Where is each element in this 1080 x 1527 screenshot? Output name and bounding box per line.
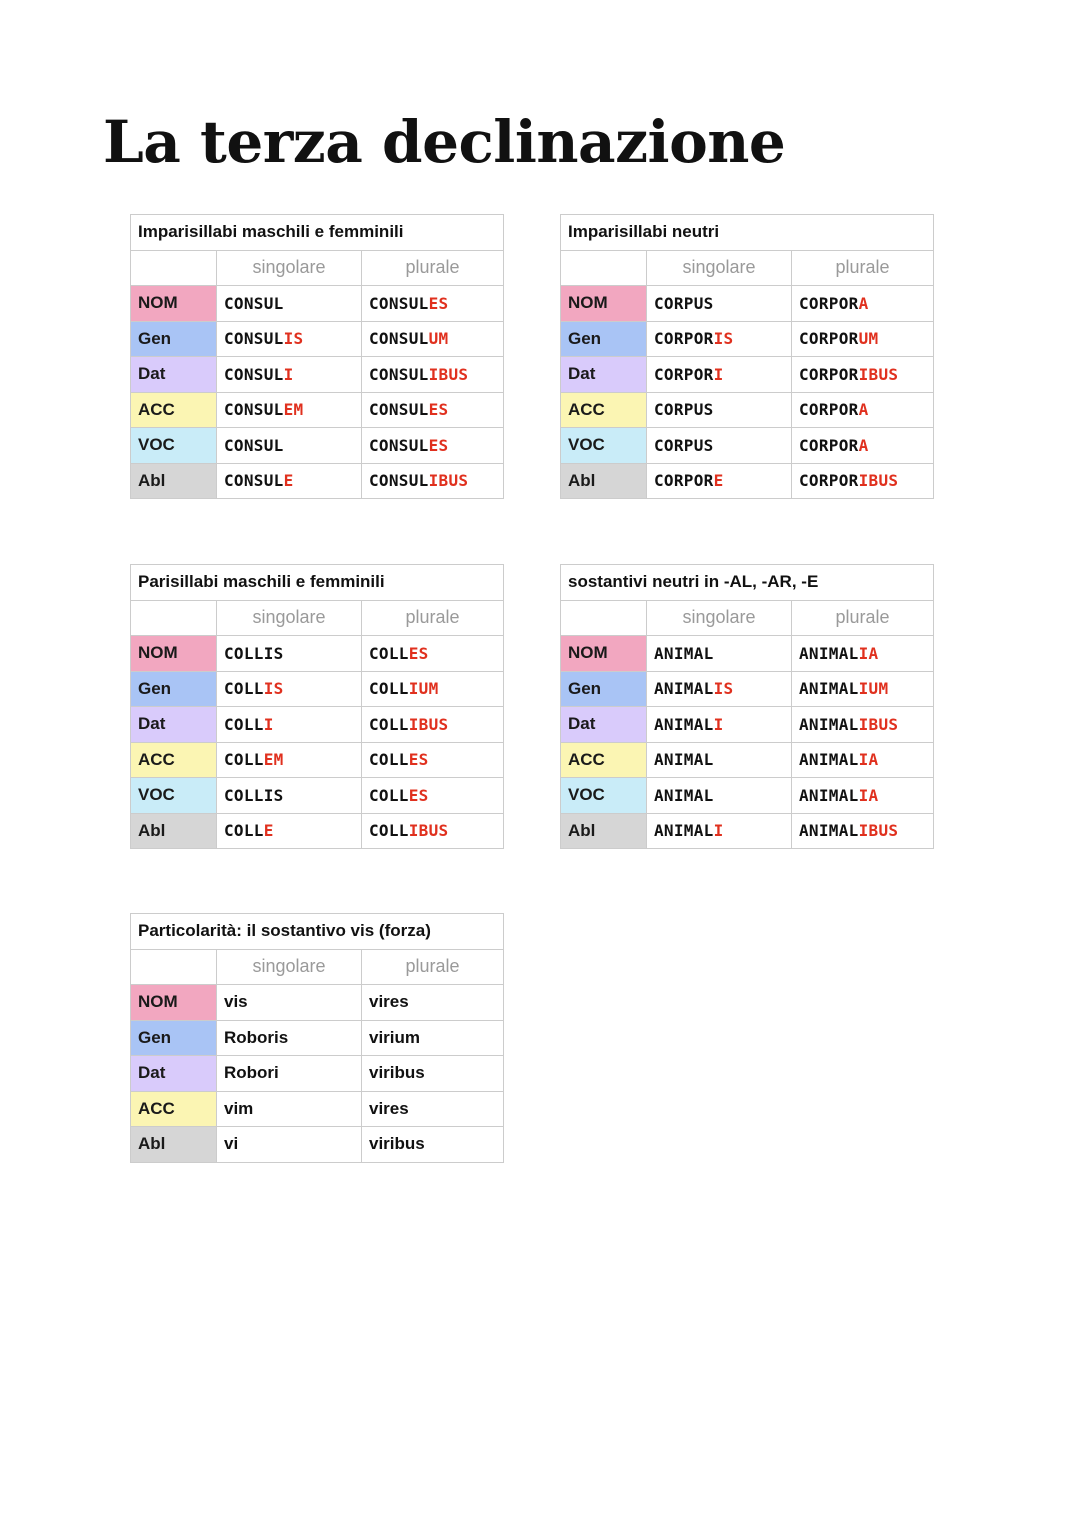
table-row bbox=[561, 463, 934, 499]
table-row bbox=[131, 428, 504, 464]
stem: CONSUL bbox=[369, 293, 429, 313]
table-row bbox=[561, 742, 934, 778]
plural-form bbox=[792, 321, 934, 357]
plural-form bbox=[792, 428, 934, 464]
table-row bbox=[561, 636, 934, 672]
case-label: Gen bbox=[131, 321, 217, 357]
stem: ANIMAL bbox=[799, 821, 859, 841]
singular-form bbox=[647, 778, 792, 814]
table-row bbox=[131, 1127, 504, 1163]
table-row bbox=[561, 428, 934, 464]
plural-form: virium bbox=[362, 1020, 504, 1056]
case-label: Abl bbox=[131, 813, 217, 849]
singular-form bbox=[647, 671, 792, 707]
table-row bbox=[131, 1091, 504, 1127]
table-title: Imparisillabi neutri bbox=[561, 215, 934, 251]
stem: CONSUL bbox=[369, 329, 429, 349]
stem: ANIMAL bbox=[799, 714, 859, 734]
column-header-singolare: singolare bbox=[217, 600, 362, 636]
case-label: Dat bbox=[131, 707, 217, 743]
table-row bbox=[561, 707, 934, 743]
ending: A bbox=[858, 400, 869, 420]
stem: COLL bbox=[224, 750, 264, 770]
stem: CORPOR bbox=[654, 364, 714, 384]
case-label: VOC bbox=[131, 428, 217, 464]
table-title: Particolarità: il sostantivo vis (forza) bbox=[131, 914, 504, 950]
stem: CORPOR bbox=[799, 364, 859, 384]
stem: COLL bbox=[224, 714, 264, 734]
singular-form bbox=[217, 463, 362, 499]
ending: ES bbox=[408, 750, 429, 770]
case-label: NOM bbox=[131, 636, 217, 672]
case-label: Gen bbox=[131, 671, 217, 707]
ending: IBUS bbox=[428, 471, 469, 491]
table-row bbox=[131, 671, 504, 707]
stem: CONSUL bbox=[224, 471, 284, 491]
stem: ANIMAL bbox=[654, 643, 714, 663]
plural-form bbox=[792, 671, 934, 707]
case-label: Abl bbox=[561, 813, 647, 849]
plural-form: viribus bbox=[362, 1127, 504, 1163]
singular-form bbox=[217, 813, 362, 849]
stem: COLL bbox=[369, 643, 409, 663]
stem: CORPOR bbox=[799, 329, 859, 349]
singular-form bbox=[647, 428, 792, 464]
stem: CONSUL bbox=[369, 400, 429, 420]
singular-form: vim bbox=[217, 1091, 362, 1127]
ending: ES bbox=[408, 643, 429, 663]
table-row bbox=[131, 985, 504, 1021]
ending: IA bbox=[858, 750, 879, 770]
singular-form: vis bbox=[217, 985, 362, 1021]
ending: IS bbox=[283, 329, 304, 349]
table-imparisillabi-maschili-femminili bbox=[130, 214, 504, 499]
ending: ES bbox=[428, 400, 449, 420]
singular-form bbox=[217, 286, 362, 322]
stem: CONSUL bbox=[224, 329, 284, 349]
singular-form: Robori bbox=[217, 1056, 362, 1092]
table-row bbox=[131, 1020, 504, 1056]
singular-form bbox=[217, 357, 362, 393]
stem: COLL bbox=[224, 821, 264, 841]
ending: IA bbox=[858, 643, 879, 663]
singular-form: Roboris bbox=[217, 1020, 362, 1056]
page-title: La terza declinazione bbox=[103, 108, 786, 176]
case-label: ACC bbox=[131, 742, 217, 778]
table-row bbox=[131, 321, 504, 357]
stem: ANIMAL bbox=[799, 679, 859, 699]
plural-form bbox=[792, 463, 934, 499]
plural-form: vires bbox=[362, 1091, 504, 1127]
header-empty-cell bbox=[561, 600, 647, 636]
plural-form bbox=[792, 778, 934, 814]
case-label: NOM bbox=[561, 286, 647, 322]
ending: I bbox=[263, 714, 274, 734]
stem: ANIMAL bbox=[654, 714, 714, 734]
plural-form bbox=[792, 636, 934, 672]
plural-form bbox=[362, 813, 504, 849]
stem: CONSUL bbox=[224, 293, 284, 313]
singular-form bbox=[217, 742, 362, 778]
plural-form bbox=[362, 671, 504, 707]
ending: IBUS bbox=[858, 821, 899, 841]
plural-form bbox=[362, 742, 504, 778]
plural-form bbox=[362, 636, 504, 672]
ending: IA bbox=[858, 785, 879, 805]
stem: CONSUL bbox=[369, 364, 429, 384]
table-title-row bbox=[131, 914, 504, 950]
ending: IBUS bbox=[858, 714, 899, 734]
stem: ANIMAL bbox=[654, 750, 714, 770]
stem: CONSUL bbox=[369, 471, 429, 491]
ending: A bbox=[858, 293, 869, 313]
table-parisillabi-maschili-femminili bbox=[130, 564, 504, 849]
ending: IS bbox=[713, 679, 734, 699]
table-title-row bbox=[561, 215, 934, 251]
table-imparisillabi-neutri bbox=[560, 214, 934, 499]
column-header-singolare: singolare bbox=[217, 949, 362, 985]
singular-form bbox=[217, 707, 362, 743]
case-label: Abl bbox=[131, 463, 217, 499]
ending: IBUS bbox=[858, 364, 899, 384]
stem: CORPUS bbox=[654, 293, 714, 313]
ending: IUM bbox=[858, 679, 889, 699]
plural-form bbox=[792, 286, 934, 322]
stem: ANIMAL bbox=[654, 679, 714, 699]
table-row bbox=[561, 813, 934, 849]
singular-form bbox=[647, 392, 792, 428]
table-row bbox=[561, 357, 934, 393]
stem: CORPUS bbox=[654, 400, 714, 420]
plural-form bbox=[362, 286, 504, 322]
column-header-plurale: plurale bbox=[792, 250, 934, 286]
stem: COLLIS bbox=[224, 785, 284, 805]
table-title-row bbox=[131, 215, 504, 251]
stem: CONSUL bbox=[224, 435, 284, 455]
ending: E bbox=[713, 471, 724, 491]
ending: E bbox=[283, 471, 294, 491]
plural-form bbox=[792, 357, 934, 393]
case-label: Abl bbox=[561, 463, 647, 499]
stem: CORPOR bbox=[799, 471, 859, 491]
column-header-plurale: plurale bbox=[792, 600, 934, 636]
plural-form bbox=[362, 392, 504, 428]
table-row bbox=[131, 707, 504, 743]
plural-form bbox=[792, 392, 934, 428]
singular-form bbox=[647, 463, 792, 499]
case-label: NOM bbox=[131, 985, 217, 1021]
header-empty-cell bbox=[131, 949, 217, 985]
stem: COLLIS bbox=[224, 643, 284, 663]
singular-form bbox=[647, 707, 792, 743]
case-label: Dat bbox=[131, 357, 217, 393]
ending: IUM bbox=[408, 679, 439, 699]
case-label: ACC bbox=[131, 392, 217, 428]
singular-form bbox=[647, 813, 792, 849]
plural-form bbox=[362, 357, 504, 393]
table-header-row bbox=[131, 600, 504, 636]
column-header-plurale: plurale bbox=[362, 250, 504, 286]
ending: IBUS bbox=[858, 471, 899, 491]
stem: CONSUL bbox=[224, 400, 284, 420]
case-label: Dat bbox=[561, 707, 647, 743]
ending: ES bbox=[408, 785, 429, 805]
stem: CORPOR bbox=[799, 293, 859, 313]
singular-form bbox=[217, 321, 362, 357]
stem: ANIMAL bbox=[654, 785, 714, 805]
column-header-singolare: singolare bbox=[647, 250, 792, 286]
singular-form bbox=[217, 392, 362, 428]
stem: CORPUS bbox=[654, 435, 714, 455]
table-row bbox=[561, 392, 934, 428]
ending: UM bbox=[858, 329, 879, 349]
case-label: ACC bbox=[561, 392, 647, 428]
plural-form bbox=[792, 742, 934, 778]
stem: ANIMAL bbox=[799, 750, 859, 770]
singular-form bbox=[647, 636, 792, 672]
plural-form bbox=[362, 707, 504, 743]
stem: COLL bbox=[369, 821, 409, 841]
ending: UM bbox=[428, 329, 449, 349]
case-label: Gen bbox=[561, 671, 647, 707]
stem: CORPOR bbox=[654, 471, 714, 491]
stem: CORPOR bbox=[799, 435, 859, 455]
table-row bbox=[131, 463, 504, 499]
table-header-row bbox=[131, 949, 504, 985]
case-label: Gen bbox=[131, 1020, 217, 1056]
case-label: VOC bbox=[561, 778, 647, 814]
stem: ANIMAL bbox=[799, 785, 859, 805]
stem: ANIMAL bbox=[799, 643, 859, 663]
stem: CORPOR bbox=[654, 329, 714, 349]
column-header-singolare: singolare bbox=[217, 250, 362, 286]
plural-form bbox=[792, 707, 934, 743]
table-row bbox=[561, 778, 934, 814]
plural-form: viribus bbox=[362, 1056, 504, 1092]
table-header-row bbox=[131, 250, 504, 286]
case-label: Abl bbox=[131, 1127, 217, 1163]
plural-form bbox=[362, 321, 504, 357]
table-vis-forza bbox=[130, 913, 504, 1163]
ending: IBUS bbox=[428, 364, 469, 384]
table-row bbox=[131, 742, 504, 778]
singular-form bbox=[647, 742, 792, 778]
stem: ANIMAL bbox=[654, 821, 714, 841]
case-label: ACC bbox=[131, 1091, 217, 1127]
ending: IBUS bbox=[408, 821, 449, 841]
header-empty-cell bbox=[561, 250, 647, 286]
table-row bbox=[131, 636, 504, 672]
table-row bbox=[131, 357, 504, 393]
stem: CONSUL bbox=[369, 435, 429, 455]
column-header-singolare: singolare bbox=[647, 600, 792, 636]
table-title: Parisillabi maschili e femminili bbox=[131, 565, 504, 601]
singular-form bbox=[217, 778, 362, 814]
table-title-row bbox=[561, 565, 934, 601]
ending: ES bbox=[428, 435, 449, 455]
plural-form bbox=[362, 778, 504, 814]
stem: COLL bbox=[369, 679, 409, 699]
table-title-row bbox=[131, 565, 504, 601]
case-label: Dat bbox=[131, 1056, 217, 1092]
plural-form bbox=[362, 463, 504, 499]
ending: I bbox=[713, 821, 724, 841]
table-row bbox=[131, 813, 504, 849]
singular-form bbox=[647, 357, 792, 393]
singular-form bbox=[647, 321, 792, 357]
ending: I bbox=[713, 714, 724, 734]
singular-form bbox=[647, 286, 792, 322]
table-row bbox=[561, 671, 934, 707]
table-title: sostantivi neutri in -AL, -AR, -E bbox=[561, 565, 934, 601]
case-label: Dat bbox=[561, 357, 647, 393]
table-sostantivi-neutri bbox=[560, 564, 934, 849]
ending: IS bbox=[713, 329, 734, 349]
ending: E bbox=[263, 821, 274, 841]
case-label: NOM bbox=[131, 286, 217, 322]
stem: COLL bbox=[369, 750, 409, 770]
case-label: ACC bbox=[561, 742, 647, 778]
singular-form bbox=[217, 428, 362, 464]
ending: I bbox=[283, 364, 294, 384]
table-row bbox=[131, 1056, 504, 1092]
case-label: VOC bbox=[131, 778, 217, 814]
ending: A bbox=[858, 435, 869, 455]
stem: COLL bbox=[224, 679, 264, 699]
singular-form bbox=[217, 636, 362, 672]
ending: EM bbox=[283, 400, 304, 420]
table-row bbox=[561, 321, 934, 357]
stem: CORPOR bbox=[799, 400, 859, 420]
table-header-row bbox=[561, 600, 934, 636]
table-row bbox=[561, 286, 934, 322]
ending: ES bbox=[428, 293, 449, 313]
table-header-row bbox=[561, 250, 934, 286]
column-header-plurale: plurale bbox=[362, 600, 504, 636]
header-empty-cell bbox=[131, 600, 217, 636]
ending: EM bbox=[263, 750, 284, 770]
plural-form bbox=[362, 428, 504, 464]
stem: COLL bbox=[369, 785, 409, 805]
table-row bbox=[131, 392, 504, 428]
case-label: VOC bbox=[561, 428, 647, 464]
plural-form bbox=[792, 813, 934, 849]
table-row bbox=[131, 286, 504, 322]
ending: I bbox=[713, 364, 724, 384]
case-label: NOM bbox=[561, 636, 647, 672]
case-label: Gen bbox=[561, 321, 647, 357]
ending: IBUS bbox=[408, 714, 449, 734]
table-row bbox=[131, 778, 504, 814]
plural-form: vires bbox=[362, 985, 504, 1021]
header-empty-cell bbox=[131, 250, 217, 286]
ending: IS bbox=[263, 679, 284, 699]
singular-form bbox=[217, 671, 362, 707]
table-title: Imparisillabi maschili e femminili bbox=[131, 215, 504, 251]
singular-form: vi bbox=[217, 1127, 362, 1163]
column-header-plurale: plurale bbox=[362, 949, 504, 985]
stem: CONSUL bbox=[224, 364, 284, 384]
stem: COLL bbox=[369, 714, 409, 734]
